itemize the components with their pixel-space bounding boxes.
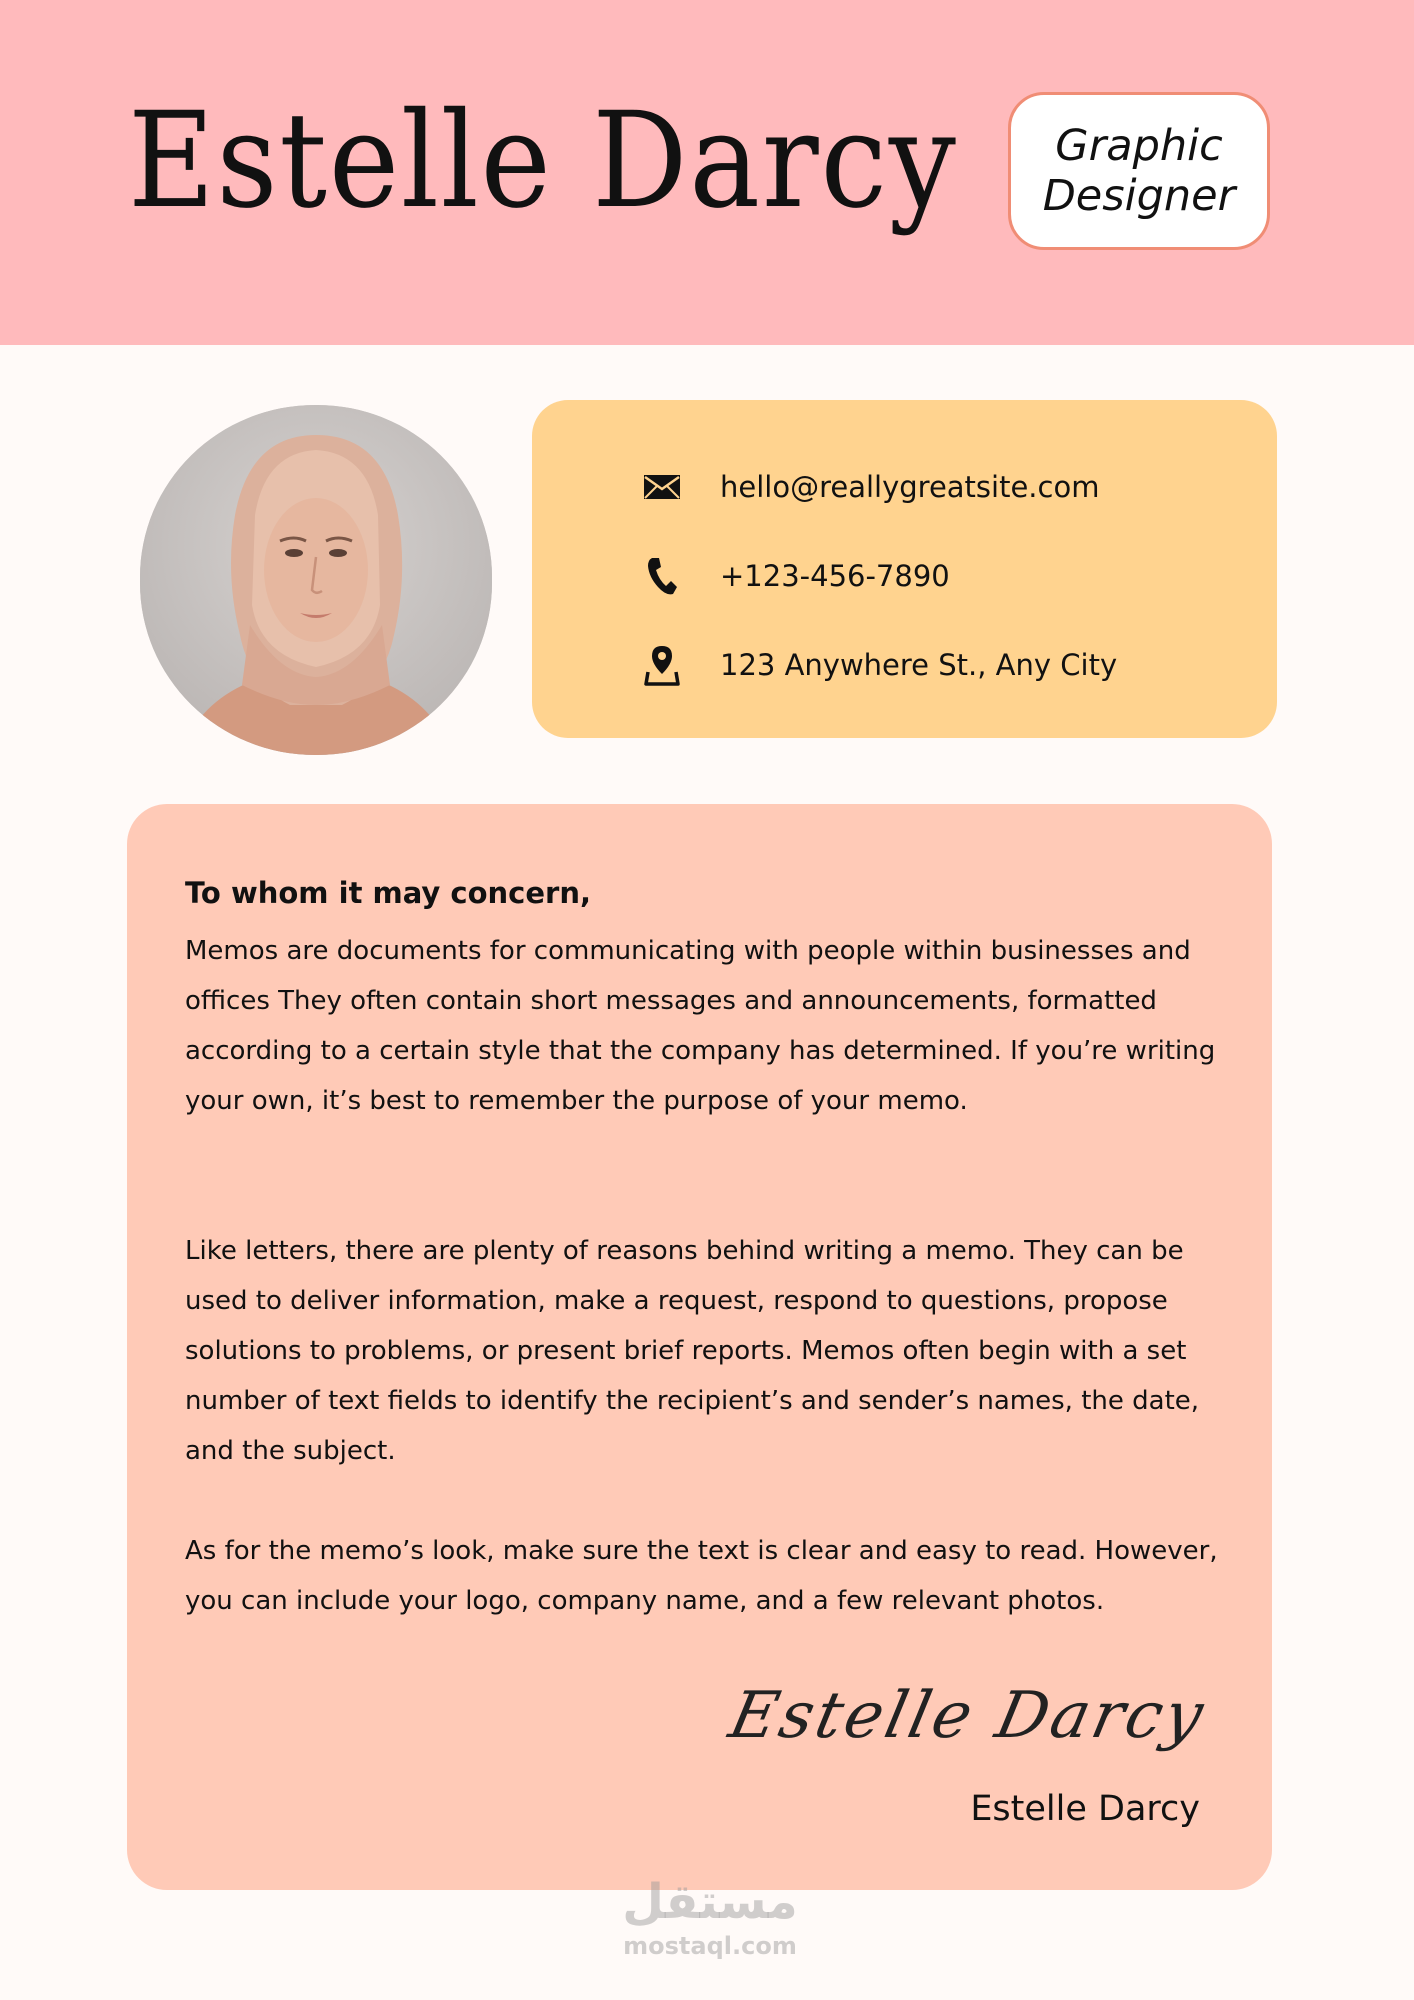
role-line-2: Designer (1042, 171, 1236, 221)
profile-photo (140, 405, 492, 755)
contact-address-row[interactable] (640, 635, 1117, 695)
envelope-icon (640, 465, 684, 509)
map-pin-icon (640, 643, 684, 687)
watermark-latin: mostaql.com (623, 1932, 797, 1960)
watermark-arabic: مستقل (622, 1874, 798, 1930)
role-badge (1008, 92, 1270, 250)
letter-paragraph-1: Memos are documents for communicating with people within businesses and offices They often contain short messages and announcements, formatted according to a certain style that the company has determined. If you’re writing your own, it’s best to remember the purpose of your memo. (185, 936, 1216, 1116)
contact-phone-row[interactable] (640, 546, 950, 606)
handwritten-signature: Estelle Darcy (722, 1679, 1212, 1753)
applicant-name: Estelle Darcy (128, 84, 958, 238)
portrait-illustration (140, 405, 492, 755)
role-line-1: Graphic (1055, 121, 1223, 171)
header-banner (0, 0, 1414, 345)
contact-address: 123 Anywhere St., Any City (720, 648, 1118, 682)
letter-greeting: To whom it may concern, (185, 876, 591, 910)
contact-card (532, 400, 1277, 738)
letter-body (127, 804, 1272, 1890)
contact-email: hello@reallygreatsite.com (720, 470, 1100, 504)
contact-email-row[interactable] (640, 457, 1099, 517)
contact-phone: +123-456-7890 (720, 559, 950, 593)
phone-icon (640, 554, 684, 598)
letter-paragraph-2: Like letters, there are plenty of reasons behind writing a memo. They can be used to deliver information, make a request, respond to questions, propose solutions to problems, or present brief reports. Memos often begin with a set number of text fields to identify the recipient’s and sender’s names, the date, and the subject. (185, 1236, 1200, 1466)
letter-paragraph-3: As for the memo’s look, make sure the text is clear and easy to read. However, you can include your logo, company name, and a few relevant photos. (185, 1536, 1218, 1616)
signature-name: Estelle Darcy (970, 1789, 1200, 1829)
watermark (600, 1872, 820, 1960)
